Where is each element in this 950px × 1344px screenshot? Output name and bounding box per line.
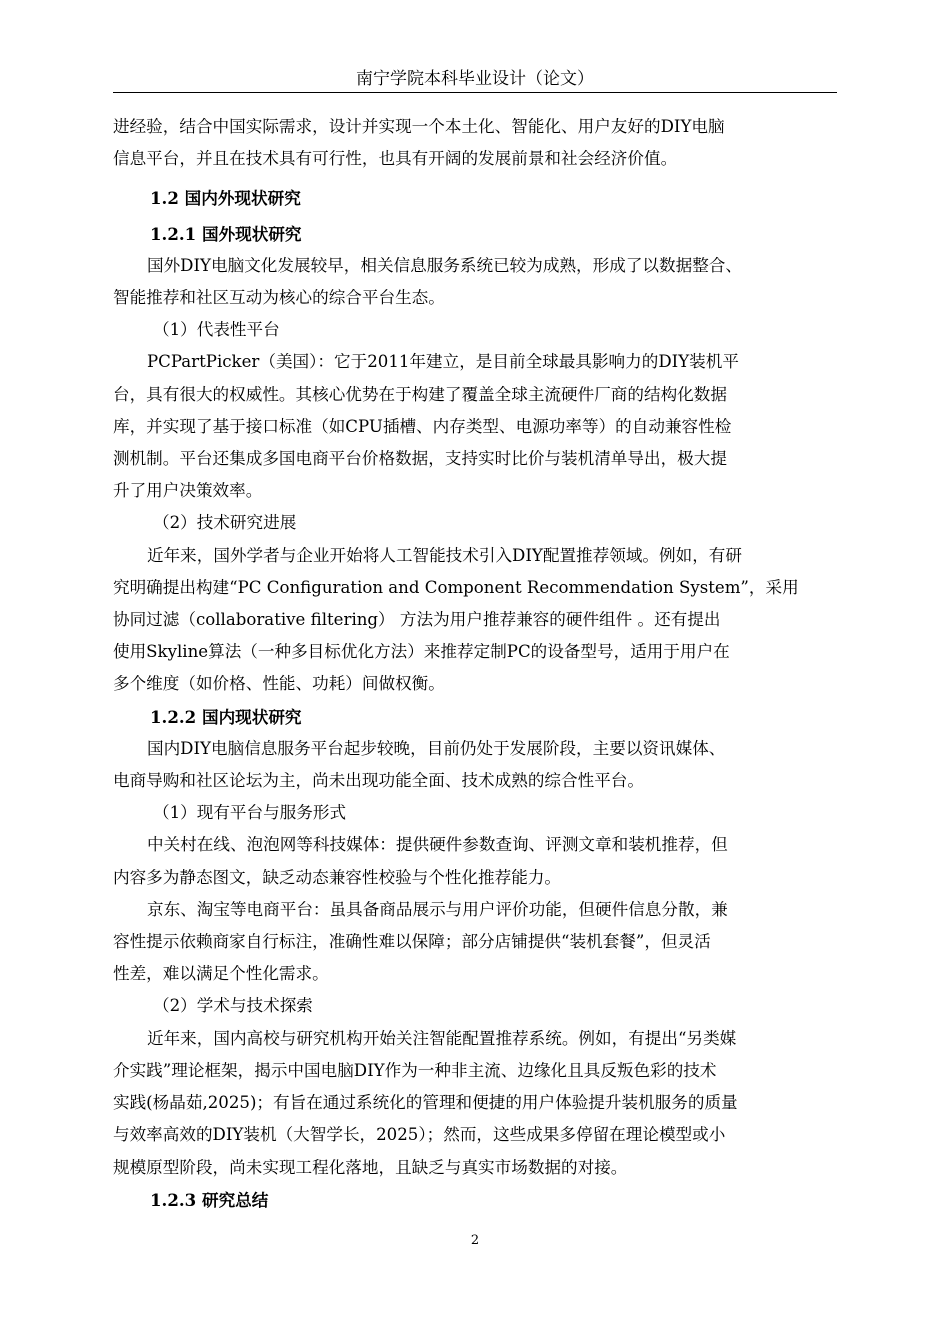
paragraph: [113, 733, 837, 797]
paragraph: [113, 346, 837, 507]
paragraph-line: 协同过滤（collaborative filtering） 方法为用户推荐兼容的硬件组件 。还有提出: [113, 610, 721, 630]
paragraph-line: 近年来，国外学者与企业开始将人工智能技术引入DIY配置推荐领域。例如，有研: [147, 545, 742, 565]
paragraph-line: 实践(杨晶茹,2025)；有旨在通过系统化的管理和便捷的用户体验提升装机服务的质量: [113, 1093, 738, 1113]
paragraph: [113, 540, 837, 701]
paragraph-line: 容性提示依赖商家自行标注，准确性难以保障；部分店铺提供“装机套餐”，但灵活: [113, 932, 711, 952]
page-number: 2: [470, 1233, 480, 1248]
header-rule: [113, 92, 837, 93]
paragraph-line: 与效率高效的DIY装机（大智学长，2025）；然而，这些成果多停留在理论模型或小: [113, 1125, 726, 1145]
body-text: [113, 111, 837, 1216]
paragraph-line: 库，并实现了基于接口标准（如CPU插槽、内存类型、电源功率等）的自动兼容性检: [113, 416, 732, 436]
paragraph-line: 使用Skyline算法（一种多目标优化方法）来推荐定制PC的设备型号，适用于用户在: [113, 642, 730, 662]
paragraph-line: 台，具有很大的权威性。其核心优势在于构建了覆盖全球主流硬件厂商的结构化数据: [113, 384, 727, 404]
subsection-heading: 1.2.3 研究总结: [150, 1189, 269, 1210]
paragraph-line: PCPartPicker（美国）：它于2011年建立，是目前全球最具影响力的DIY装机平: [147, 352, 739, 372]
paragraph: [113, 894, 837, 991]
paragraph: [113, 1023, 837, 1184]
paragraph-line: 信息平台，并且在技术具有可行性，也具有开阔的发展前景和社会经济价值。: [113, 149, 678, 169]
paragraph: [113, 111, 837, 175]
paragraph-line: 内容多为静态图文，缺乏动态兼容性校验与个性化推荐能力。: [113, 867, 562, 887]
paragraph: [113, 829, 837, 893]
paragraph-line: 规模原型阶段，尚未实现工程化落地，且缺乏与真实市场数据的对接。: [113, 1157, 628, 1177]
paragraph-line: 升了用户决策效率。: [113, 481, 263, 501]
subsection-heading: 1.2.2 国内现状研究: [150, 706, 302, 727]
running-header: 南宁学院本科毕业设计（论文）: [356, 69, 594, 89]
list-item: （2）学术与技术探索: [153, 996, 313, 1016]
paragraph-line: 电商导购和社区论坛为主，尚未出现功能全面、技术成熟的综合性平台。: [113, 771, 644, 791]
paragraph: [113, 250, 837, 314]
paragraph-line: 测机制。平台还集成多国电商平台价格数据，支持实时比价与装机清单导出，极大提: [113, 449, 727, 469]
list-item: （2）技术研究进展: [153, 513, 297, 533]
list-item: （1）代表性平台: [153, 320, 280, 340]
paragraph-line: 智能推荐和社区互动为核心的综合平台生态。: [113, 288, 445, 308]
paragraph-line: 国内DIY电脑信息服务平台起步较晚，目前仍处于发展阶段，主要以资讯媒体、: [147, 738, 726, 758]
list-item: （1）现有平台与服务形式: [153, 803, 347, 823]
paragraph-line: 究明确提出构建“PC Configuration and Component Recommendation System”，采用: [113, 577, 799, 597]
paragraph-line: 国外DIY电脑文化发展较早，相关信息服务系统已较为成熟，形成了以数据整合、: [147, 255, 742, 275]
paragraph-line: 进经验，结合中国实际需求，设计并实现一个本土化、智能化、用户友好的DIY电脑: [113, 117, 725, 136]
section-heading: 1.2 国内外现状研究: [150, 188, 301, 209]
paragraph-line: 性差，难以满足个性化需求。: [113, 964, 329, 984]
paragraph-line: 多个维度（如价格、性能、功耗）间做权衡。: [113, 674, 445, 694]
paragraph-line: 中关村在线、泡泡网等科技媒体：提供硬件参数查询、评测文章和装机推荐，但: [147, 835, 728, 855]
paragraph-line: 京东、淘宝等电商平台：虽具备商品展示与用户评价功能，但硬件信息分散，兼: [147, 899, 728, 919]
subsection-heading: 1.2.1 国外现状研究: [150, 223, 302, 244]
paragraph-line: 介实践”理论框架，揭示中国电脑DIY作为一种非主流、边缘化且具反叛色彩的技术: [113, 1060, 717, 1080]
paragraph-line: 近年来，国内高校与研究机构开始关注智能配置推荐系统。例如，有提出“另类媒: [147, 1028, 737, 1048]
